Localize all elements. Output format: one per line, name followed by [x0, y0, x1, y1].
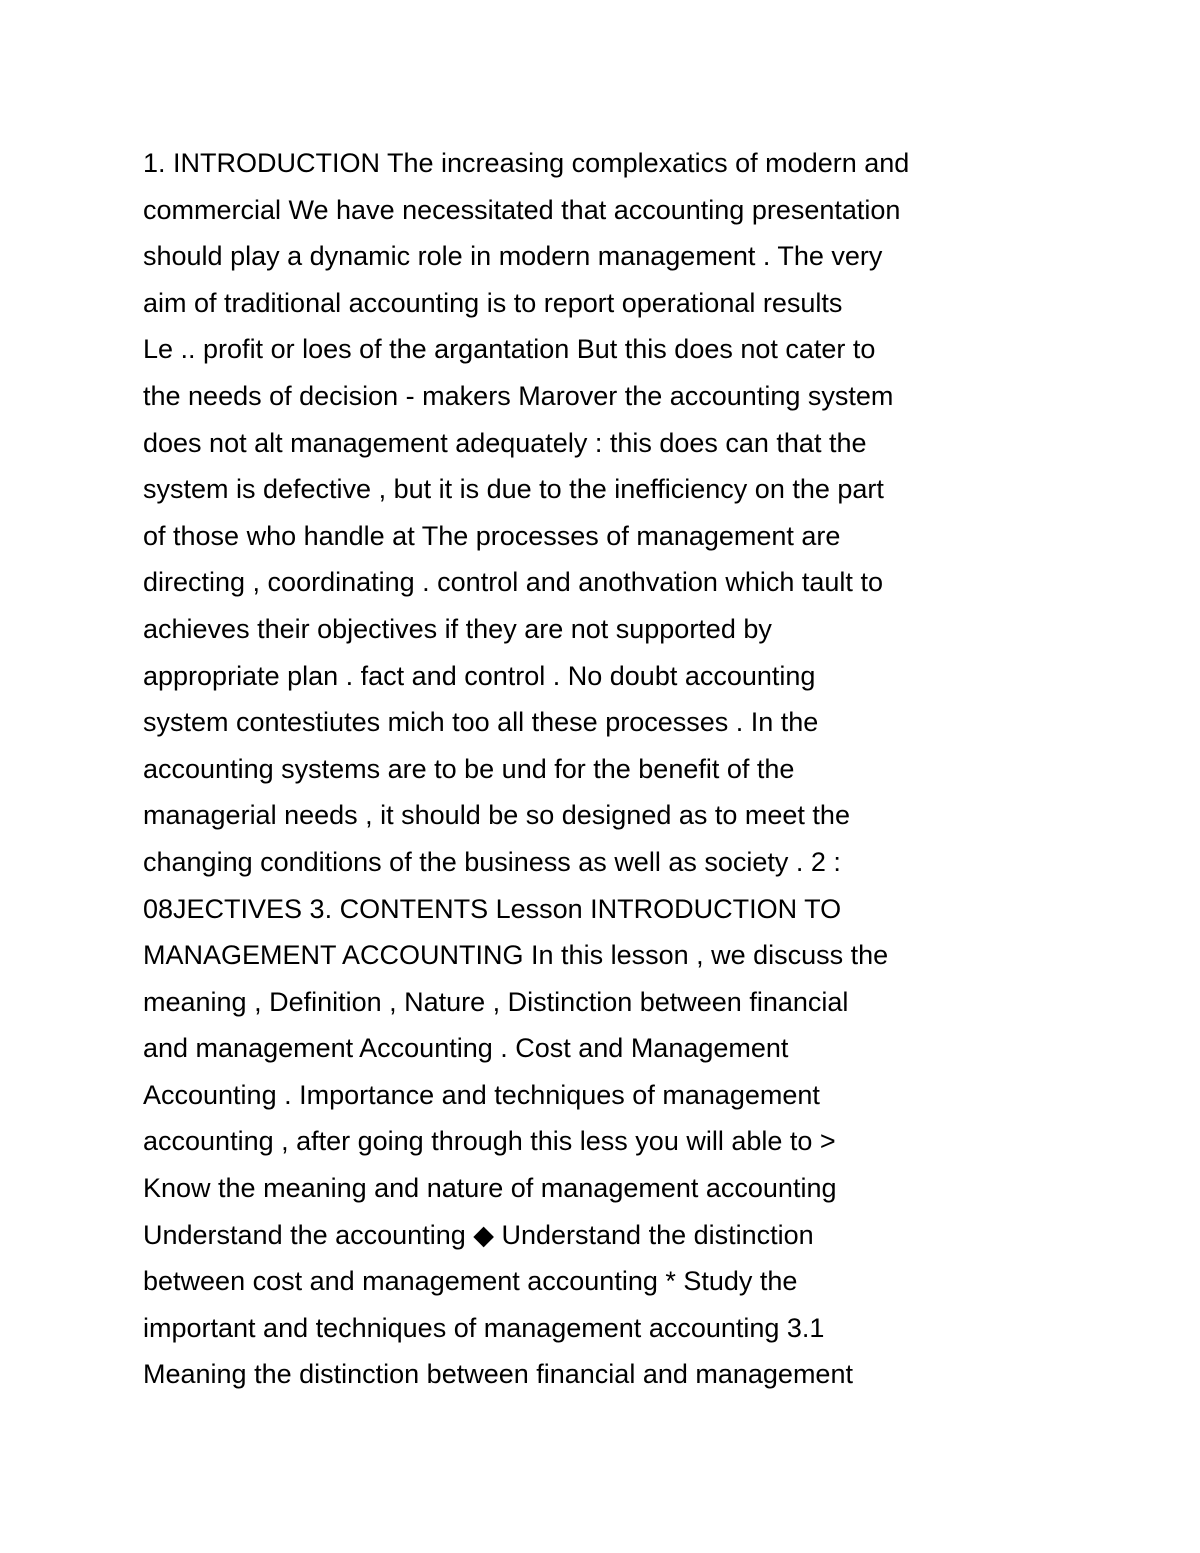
- text-line: of those who handle at The processes of management are: [143, 520, 841, 551]
- text-line: system is defective , but it is due to the inefficiency on the part: [143, 474, 884, 505]
- text-line: commercial We have necessitated that accounting presentation: [143, 194, 901, 225]
- text-line: 1. INTRODUCTION The increasing complexatics of modern and: [143, 148, 910, 178]
- text-line: accounting systems are to be und for the benefit of the: [143, 753, 795, 784]
- body-paragraph: [143, 140, 1103, 1398]
- text-line: Meaning the distinction between financial and management: [143, 1359, 853, 1390]
- text-line: should play a dynamic role in modern management . The very: [143, 241, 883, 272]
- text-line: Understand the accounting ◆ Understand the distinction: [143, 1219, 814, 1250]
- text-line: meaning , Definition , Nature , Distinction between financial: [143, 986, 849, 1017]
- text-line: achieves their objectives if they are not supported by: [143, 613, 772, 644]
- text-line: Know the meaning and nature of management accounting: [143, 1173, 837, 1204]
- text-line: aim of traditional accounting is to report operational results: [143, 287, 843, 318]
- text-line: 08JECTIVES 3. CONTENTS Lesson INTRODUCTION TO: [143, 893, 842, 924]
- text-line: system contestiutes mich too all these processes . In the: [143, 707, 819, 738]
- text-line: appropriate plan . fact and control . No doubt accounting: [143, 660, 816, 691]
- text-line: accounting , after going through this less you will able to >: [143, 1126, 836, 1157]
- text-line: MANAGEMENT ACCOUNTING In this lesson , we discuss the: [143, 940, 889, 971]
- text-line: Le .. profit or loes of the argantation But this does not cater to: [143, 334, 876, 365]
- text-line: important and techniques of management accounting 3.1: [143, 1312, 825, 1343]
- text-line: Accounting . Importance and techniques of management: [143, 1079, 820, 1110]
- text-line: does not alt management adequately : this does can that the: [143, 427, 867, 458]
- text-line: managerial needs , it should be so designed as to meet the: [143, 800, 850, 831]
- text-line: and management Accounting . Cost and Management: [143, 1033, 789, 1064]
- text-line: changing conditions of the business as well as society . 2 :: [143, 846, 841, 877]
- text-line: between cost and management accounting * Study the: [143, 1266, 798, 1297]
- text-line: directing , coordinating . control and anothvation which tault to: [143, 567, 883, 598]
- text-line: the needs of decision - makers Marover the accounting system: [143, 380, 894, 411]
